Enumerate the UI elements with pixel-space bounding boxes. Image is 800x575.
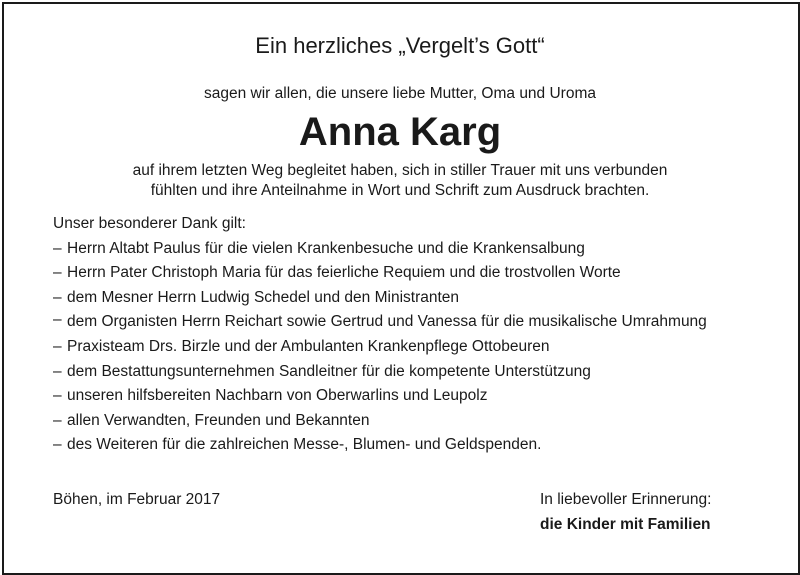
place-and-date: Böhen, im Februar 2017 <box>53 491 221 508</box>
thanks-paragraph <box>60 161 740 201</box>
thanks-list-item-text: Herrn Pater Christoph Maria für das feierliche Requiem und die trostvollen Worte <box>67 264 621 281</box>
deceased-name: Anna Karg <box>298 110 502 154</box>
dash-bullet: – <box>53 436 62 453</box>
thanks-line: fühlten und ihre Anteilnahme in Wort und Schrift zum Ausdruck brachten. <box>150 182 650 199</box>
thanks-list-item-text: allen Verwandten, Freunden und Bekannten <box>67 411 370 429</box>
thanks-list-item <box>53 310 750 335</box>
intro-line: sagen wir allen, die unsere liebe Mutter, Oma und Uroma <box>203 85 596 102</box>
thanks-list-item <box>53 261 750 286</box>
dash-bullet: – <box>53 239 62 257</box>
thanks-list-item <box>53 360 750 385</box>
thanks-list-item <box>53 384 750 409</box>
dash-bullet: – <box>53 411 62 429</box>
dash-bullet: – <box>53 362 62 380</box>
thanks-list-item <box>53 335 750 360</box>
dash-bullet: – <box>53 264 62 281</box>
signoff-signature: die Kinder mit Familien <box>540 516 711 533</box>
thanks-list-item-text: Praxisteam Drs. Birzle und der Ambulanten Krankenpflege Ottobeuren <box>67 338 550 355</box>
dash-bullet: – <box>53 288 62 306</box>
dash-bullet: – <box>53 338 62 355</box>
thanks-list-item <box>53 237 750 262</box>
thanks-list-item <box>53 409 750 434</box>
thanks-list-item-text: unseren hilfsbereiten Nachbarn von Oberwarlins und Leupolz <box>67 387 488 404</box>
thanks-list-item-text: des Weiteren für die zahlreichen Messe-, Blumen- und Geldspenden. <box>67 436 542 453</box>
dash-bullet: – <box>53 387 62 404</box>
thanks-list-item-text: dem Organisten Herrn Reichart sowie Gertrud und Vanessa für die musikalische Umrahmung <box>67 313 707 330</box>
thanks-list-item <box>53 433 750 458</box>
thanks-list-item-text: dem Mesner Herrn Ludwig Schedel und den Ministranten <box>67 288 460 306</box>
signoff-line: In liebevoller Erinnerung: <box>540 491 712 508</box>
dash-bullet: – <box>53 311 62 328</box>
thanks-list-item-text: Herrn Altabt Paulus für die vielen Krankenbesuche und die Krankensalbung <box>67 239 585 257</box>
special-thanks-intro: Unser besonderer Dank gilt: <box>53 215 246 232</box>
notice-heading: Ein herzliches „Vergelt’s Gott“ <box>255 33 545 58</box>
special-thanks-list <box>53 237 750 458</box>
thanks-list-item <box>53 286 750 311</box>
thanks-line: auf ihrem letzten Weg begleitet haben, sich in stiller Trauer mit uns verbunden <box>132 162 668 179</box>
thanks-list-item-text: dem Bestattungsunternehmen Sandleitner für die kompetente Unterstützung <box>67 362 591 380</box>
